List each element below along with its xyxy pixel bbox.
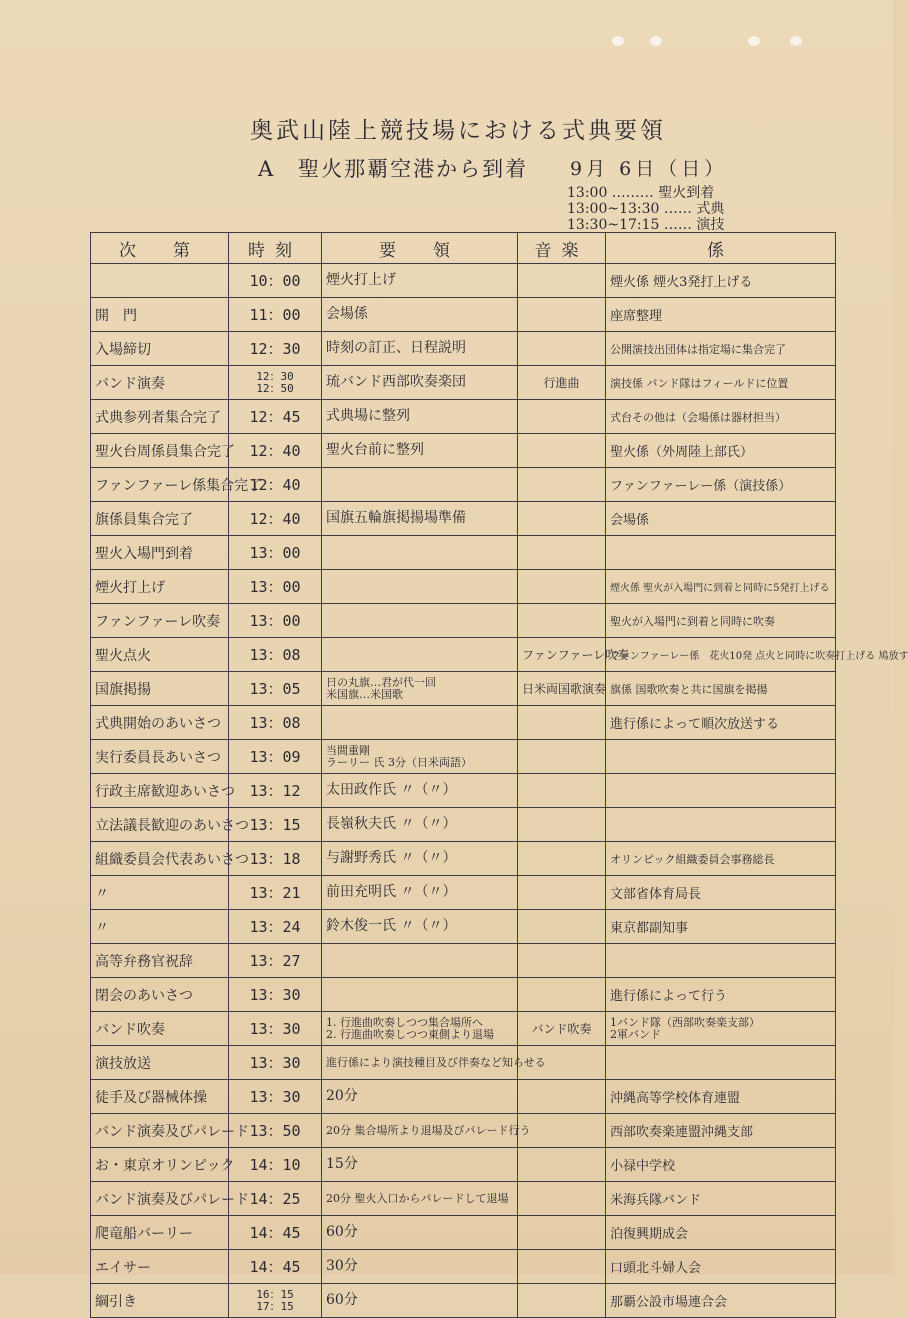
cell-music <box>518 400 606 434</box>
cell-time: 13：08 <box>229 706 322 740</box>
table-row <box>91 672 836 706</box>
cell-charge: 煙火係 聖火が入場門に到着と同時に5発打上げる <box>606 570 836 604</box>
cell-time: 13：50 <box>229 1114 322 1148</box>
cell-music <box>518 1080 606 1114</box>
cell-music <box>518 978 606 1012</box>
cell-item: 時刻の訂正、日程説明 <box>322 332 518 366</box>
cell-charge: 座席整理 <box>606 298 836 332</box>
cell-order: 入場締切 <box>91 332 229 366</box>
cell-music <box>518 808 606 842</box>
cell-music <box>518 570 606 604</box>
cell-time: 12：30 <box>229 332 322 366</box>
table-row <box>91 638 836 672</box>
cell-charge: 旗係 国歌吹奏と共に国旗を掲揚 <box>606 672 836 706</box>
cell-item: 1. 行進曲吹奏しつつ集合場所へ 2. 行進曲吹奏しつつ東側より退場 <box>322 1012 518 1046</box>
table-row <box>91 1284 836 1318</box>
cell-time: 13：27 <box>229 944 322 978</box>
cell-time: 13：00 <box>229 570 322 604</box>
cell-charge: 煙火係 煙火3発打上げる <box>606 264 836 298</box>
cell-item <box>322 638 518 672</box>
cell-music <box>518 740 606 774</box>
cell-charge: 東京都副知事 <box>606 910 836 944</box>
cell-charge: 式台その他は（会場係は器材担当） <box>606 400 836 434</box>
cell-order <box>91 264 229 298</box>
table-row <box>91 1046 836 1080</box>
table-row <box>91 1080 836 1114</box>
cell-order: 演技放送 <box>91 1046 229 1080</box>
table-row <box>91 536 836 570</box>
cell-time: 13：00 <box>229 536 322 570</box>
cell-music <box>518 842 606 876</box>
cell-time: 14：45 <box>229 1216 322 1250</box>
cell-charge: 沖縄高等学校体育連盟 <box>606 1080 836 1114</box>
cell-time: 13：15 <box>229 808 322 842</box>
table-row <box>91 468 836 502</box>
cell-music <box>518 332 606 366</box>
cell-item: 太田政作氏 〃（〃） <box>322 774 518 808</box>
cell-item: 国旗五輪旗掲揚場準備 <box>322 502 518 536</box>
cell-charge <box>606 944 836 978</box>
header-music: 音楽 <box>518 233 606 264</box>
cell-item: 30分 <box>322 1250 518 1284</box>
cell-time: 10：00 <box>229 264 322 298</box>
table-row <box>91 1012 836 1046</box>
cell-item: 15分 <box>322 1148 518 1182</box>
cell-music <box>518 774 606 808</box>
cell-music: 日米両国歌演奏 <box>518 672 606 706</box>
cell-time: 13：18 <box>229 842 322 876</box>
cell-music <box>518 434 606 468</box>
cell-item <box>322 604 518 638</box>
table-row <box>91 740 836 774</box>
cell-order: バンド演奏及びパレード <box>91 1114 229 1148</box>
cell-order: エイサー <box>91 1250 229 1284</box>
cell-order: 聖火台周係員集合完了 <box>91 434 229 468</box>
cell-item: 長嶺秋夫氏 〃（〃） <box>322 808 518 842</box>
cell-order: 綱引き <box>91 1284 229 1318</box>
header-order: 次 第 <box>91 233 229 264</box>
cell-music <box>518 468 606 502</box>
punch-hole <box>612 36 624 46</box>
cell-item: 当間重剛 ラーリー 氏 3分（日米両語） <box>322 740 518 774</box>
table-row <box>91 434 836 468</box>
cell-order: 閉会のあいさつ <box>91 978 229 1012</box>
cell-item <box>322 944 518 978</box>
cell-item <box>322 978 518 1012</box>
cell-time: 13：24 <box>229 910 322 944</box>
cell-music <box>518 706 606 740</box>
cell-order: 開 門 <box>91 298 229 332</box>
cell-time: 14：25 <box>229 1182 322 1216</box>
cell-order: 実行委員長あいさつ <box>91 740 229 774</box>
cell-charge: 聖火が入場門に到着と同時に吹奏 <box>606 604 836 638</box>
cell-item: 日の丸旗…君が代一回 米国旗…米国歌 <box>322 672 518 706</box>
cell-music <box>518 876 606 910</box>
cell-order: 式典開始のあいさつ <box>91 706 229 740</box>
table-row <box>91 842 836 876</box>
cell-charge <box>606 774 836 808</box>
table-row <box>91 604 836 638</box>
table-row <box>91 808 836 842</box>
header-item: 要 領 <box>322 233 518 264</box>
table-row <box>91 264 836 298</box>
cell-order: 徒手及び器械体操 <box>91 1080 229 1114</box>
table-row <box>91 502 836 536</box>
cell-order: バンド吹奏 <box>91 1012 229 1046</box>
cell-time: 13：30 <box>229 978 322 1012</box>
cell-time: 12：40 <box>229 468 322 502</box>
cell-music <box>518 1182 606 1216</box>
table-row <box>91 910 836 944</box>
cell-charge: 公開演技出団体は指定場に集合完了 <box>606 332 836 366</box>
cell-music <box>518 502 606 536</box>
cell-charge: 口頭北斗婦人会 <box>606 1250 836 1284</box>
cell-order: 〃 <box>91 876 229 910</box>
table-row <box>91 400 836 434</box>
cell-charge: ファンファーレー係（演技係） <box>606 468 836 502</box>
cell-item: 鈴木俊一氏 〃（〃） <box>322 910 518 944</box>
cell-charge <box>606 808 836 842</box>
table-row <box>91 774 836 808</box>
cell-time: 12：30 12：50 <box>229 366 322 400</box>
cell-order: 国旗掲揚 <box>91 672 229 706</box>
cell-time: 12：40 <box>229 434 322 468</box>
cell-music <box>518 536 606 570</box>
header-charge: 係 <box>606 233 836 264</box>
cell-charge: 進行係によって行う <box>606 978 836 1012</box>
cell-order: 聖火入場門到着 <box>91 536 229 570</box>
punch-hole <box>790 36 802 46</box>
punch-hole <box>650 36 662 46</box>
cell-time: 13：08 <box>229 638 322 672</box>
cell-time: 13：12 <box>229 774 322 808</box>
cell-order: 組織委員会代表あいさつ <box>91 842 229 876</box>
table-row <box>91 1216 836 1250</box>
cell-time: 14：10 <box>229 1148 322 1182</box>
cell-order: バンド演奏 <box>91 366 229 400</box>
cell-music: ファンファーレ吹奏 <box>518 638 606 672</box>
cell-item <box>322 536 518 570</box>
table-row <box>91 570 836 604</box>
cell-charge: ファンファーレー係 花火10発 点火と同時に吹奏打上げる 鳩放す <box>606 638 836 672</box>
cell-music <box>518 264 606 298</box>
table-row <box>91 366 836 400</box>
cell-music <box>518 1284 606 1318</box>
cell-music <box>518 1148 606 1182</box>
table-row <box>91 1148 836 1182</box>
cell-item: 20分 <box>322 1080 518 1114</box>
cell-charge: 小禄中学校 <box>606 1148 836 1182</box>
cell-item: 与謝野秀氏 〃（〃） <box>322 842 518 876</box>
cell-order: 煙火打上げ <box>91 570 229 604</box>
cell-music <box>518 910 606 944</box>
cell-charge: 那覇公設市場連合会 <box>606 1284 836 1318</box>
cell-item: 60分 <box>322 1284 518 1318</box>
cell-charge: 米海兵隊バンド <box>606 1182 836 1216</box>
cell-charge: 泊復興期成会 <box>606 1216 836 1250</box>
cell-charge: 西部吹奏楽連盟沖縄支部 <box>606 1114 836 1148</box>
cell-time: 13：09 <box>229 740 322 774</box>
cell-item <box>322 468 518 502</box>
cell-item <box>322 570 518 604</box>
cell-charge: 聖火係（外周陸上部氏） <box>606 434 836 468</box>
cell-charge <box>606 1046 836 1080</box>
cell-charge: 1バンド隊（西部吹奏楽支部） 2軍バンド <box>606 1012 836 1046</box>
cell-order: 立法議長歓迎のあいさつ <box>91 808 229 842</box>
table-row <box>91 876 836 910</box>
cell-time: 11：00 <box>229 298 322 332</box>
cell-time: 13：30 <box>229 1046 322 1080</box>
cell-item: 進行係により演技種目及び伴奏など知らせる <box>322 1046 518 1080</box>
cell-charge: 文部省体育局長 <box>606 876 836 910</box>
table-row <box>91 978 836 1012</box>
cell-music: バンド吹奏 <box>518 1012 606 1046</box>
cell-time: 16：15 17：15 <box>229 1284 322 1318</box>
table-row <box>91 706 836 740</box>
cell-item: 20分 集合場所より退場及びパレード行う <box>322 1114 518 1148</box>
cell-order: 聖火点火 <box>91 638 229 672</box>
cell-time: 13：05 <box>229 672 322 706</box>
cell-order: ファンファーレ係集合完了 <box>91 468 229 502</box>
cell-time: 12：45 <box>229 400 322 434</box>
cell-item: 聖火台前に整列 <box>322 434 518 468</box>
table-row <box>91 298 836 332</box>
cell-charge <box>606 740 836 774</box>
cell-order: 行政主席歓迎あいさつ <box>91 774 229 808</box>
cell-charge: 会場係 <box>606 502 836 536</box>
ceremony-table <box>90 232 908 1318</box>
table-body <box>91 264 908 1318</box>
cell-order: 〃 <box>91 910 229 944</box>
cell-music <box>518 298 606 332</box>
cell-item: 煙火打上げ <box>322 264 518 298</box>
cell-time: 13：30 <box>229 1012 322 1046</box>
punch-hole <box>748 36 760 46</box>
cell-order: 式典参列者集合完了 <box>91 400 229 434</box>
cell-charge <box>606 536 836 570</box>
cell-order: ファンファーレ吹奏 <box>91 604 229 638</box>
table-header-row <box>91 233 836 264</box>
document-title: 奥武山陸上競技場における式典要領 <box>250 118 666 144</box>
cell-music <box>518 1250 606 1284</box>
header-time: 時刻 <box>229 233 322 264</box>
cell-time: 12：40 <box>229 502 322 536</box>
cell-order: お・東京オリンピック <box>91 1148 229 1182</box>
table-row <box>91 944 836 978</box>
cell-order: バンド演奏及びパレード <box>91 1182 229 1216</box>
cell-music: 行進曲 <box>518 366 606 400</box>
table-row <box>91 1250 836 1284</box>
cell-item: 20分 聖火入口からパレードして退場 <box>322 1182 518 1216</box>
cell-item <box>322 706 518 740</box>
schedule-line: 13:30~17:15 …… 演技 <box>567 217 725 233</box>
cell-order: 高等弁務官祝辞 <box>91 944 229 978</box>
cell-order: 旗係員集合完了 <box>91 502 229 536</box>
cell-charge: 演技係 バンド隊はフィールドに位置 <box>606 366 836 400</box>
schedule-line: 13:00~13:30 …… 式典 <box>567 201 725 217</box>
cell-music <box>518 1216 606 1250</box>
cell-time: 13：00 <box>229 604 322 638</box>
table-row <box>91 1114 836 1148</box>
document-subtitle: A 聖火那覇空港から到着 <box>258 157 529 181</box>
cell-charge: 進行係によって順次放送する <box>606 706 836 740</box>
event-date: 9月 6日（日） <box>570 158 728 180</box>
cell-item: 式典場に整列 <box>322 400 518 434</box>
cell-item: 60分 <box>322 1216 518 1250</box>
schedule-line: 13:00 ……… 聖火到着 <box>567 185 715 201</box>
cell-order: 爬竜船バーリー <box>91 1216 229 1250</box>
cell-time: 13：30 <box>229 1080 322 1114</box>
cell-music <box>518 944 606 978</box>
cell-music <box>518 604 606 638</box>
cell-charge: オリンピック組織委員会事務総長 <box>606 842 836 876</box>
cell-item: 琉バンド西部吹奏楽団 <box>322 366 518 400</box>
table-row <box>91 332 836 366</box>
cell-time: 14：45 <box>229 1250 322 1284</box>
cell-time: 13：21 <box>229 876 322 910</box>
cell-item: 前田充明氏 〃（〃） <box>322 876 518 910</box>
table-row <box>91 1182 836 1216</box>
cell-item: 会場係 <box>322 298 518 332</box>
